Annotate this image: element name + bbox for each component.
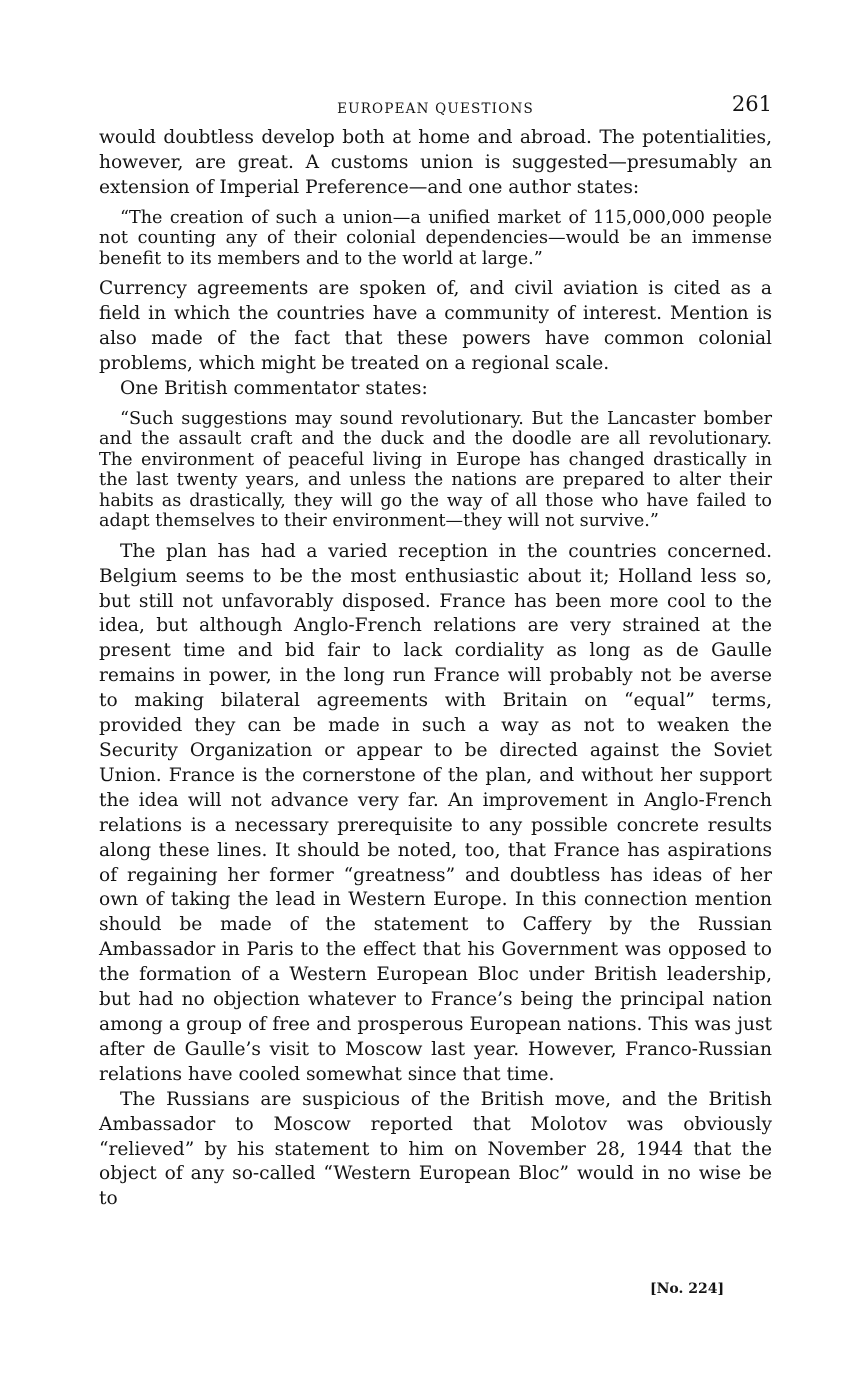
- paragraph-4: The plan has had a varied reception in the countries concerned. Belgium seems to be the most enthusiastic about it; Holland less so, but still not unfavorably disposed. France has been more cool to the idea, but although Anglo-French relations are very strained at the present time and bid fair to lack cordiality as long as de Gaulle remains in power, in the long run France will probably not be averse to making bilateral agreements with Britain on “equal” terms, provided they can be made in such a way as not to weaken the Security Organization or appear to be directed against the Soviet Union. France is the cornerstone of the plan, and without her support the idea will not advance very far. An improvement in Anglo-French relations is a necessary prerequisite to any possible concrete results along these lines. It should be noted, too, that France has aspirations of regaining her former “greatness” and doubtless has ideas of her own of taking the lead in Western Europe. In this connection mention should be made of the statement to Caffery by the Russian Ambassador in Paris to the effect that his Government was opposed to the formation of a Western European Bloc under British leadership, but had no objection whatever to France’s being the principal nation among a group of free and prosperous European nations. This was just after de Gaulle’s visit to Moscow last year. However, Franco-Russian relations have cooled somewhat since that time.: [99, 540, 772, 1085]
- paragraph-2: Currency agreements are spoken of, and civil aviation is cited as a field in which the countries have a community of interest. Mention is also made of the fact that these powers have common colonial problems, which might be treated on a regional scale.: [99, 278, 772, 374]
- page-header: [99, 92, 772, 126]
- block-quote-1: [99, 208, 772, 270]
- running-head: EUROPEAN QUESTIONS: [337, 101, 534, 117]
- document-number: [No. 224]: [650, 1281, 725, 1297]
- document-page: [99, 92, 772, 1212]
- paragraph-3: One British commentator states:: [120, 377, 428, 399]
- paragraph-5: The Russians are suspicious of the British move, and the British Ambassador to Moscow reported that Molotov was obviously “relieved” by his statement to him on November 28, 1944 that the object of any so-called “Western European Bloc” would in no wise be to: [99, 1088, 772, 1210]
- paragraph-1: would doubtless develop both at home and abroad. The potentialities, however, are great. A customs union is suggested—presumably an extension of Imperial Preference—and one author states:: [99, 127, 772, 198]
- block-quote-2: [99, 409, 772, 532]
- block-quote-2-text: “Such suggestions may sound revolutionary. But the Lancaster bomber and the assault craft and the duck and the doodle are all revolutionary. The environment of peaceful living in Europe has changed drastically in the last twenty years, and unless the nations are prepared to alter their habits as drastically, they will go the way of all those who have failed to adapt themselves to their environment—they will not survive.”: [99, 408, 772, 532]
- block-quote-1-text: “The creation of such a union—a unified market of 115,000,000 people not counting any of their colonial dependencies—would be an immense benefit to its members and to the world at large.”: [99, 207, 772, 269]
- page-number: 261: [731, 92, 772, 116]
